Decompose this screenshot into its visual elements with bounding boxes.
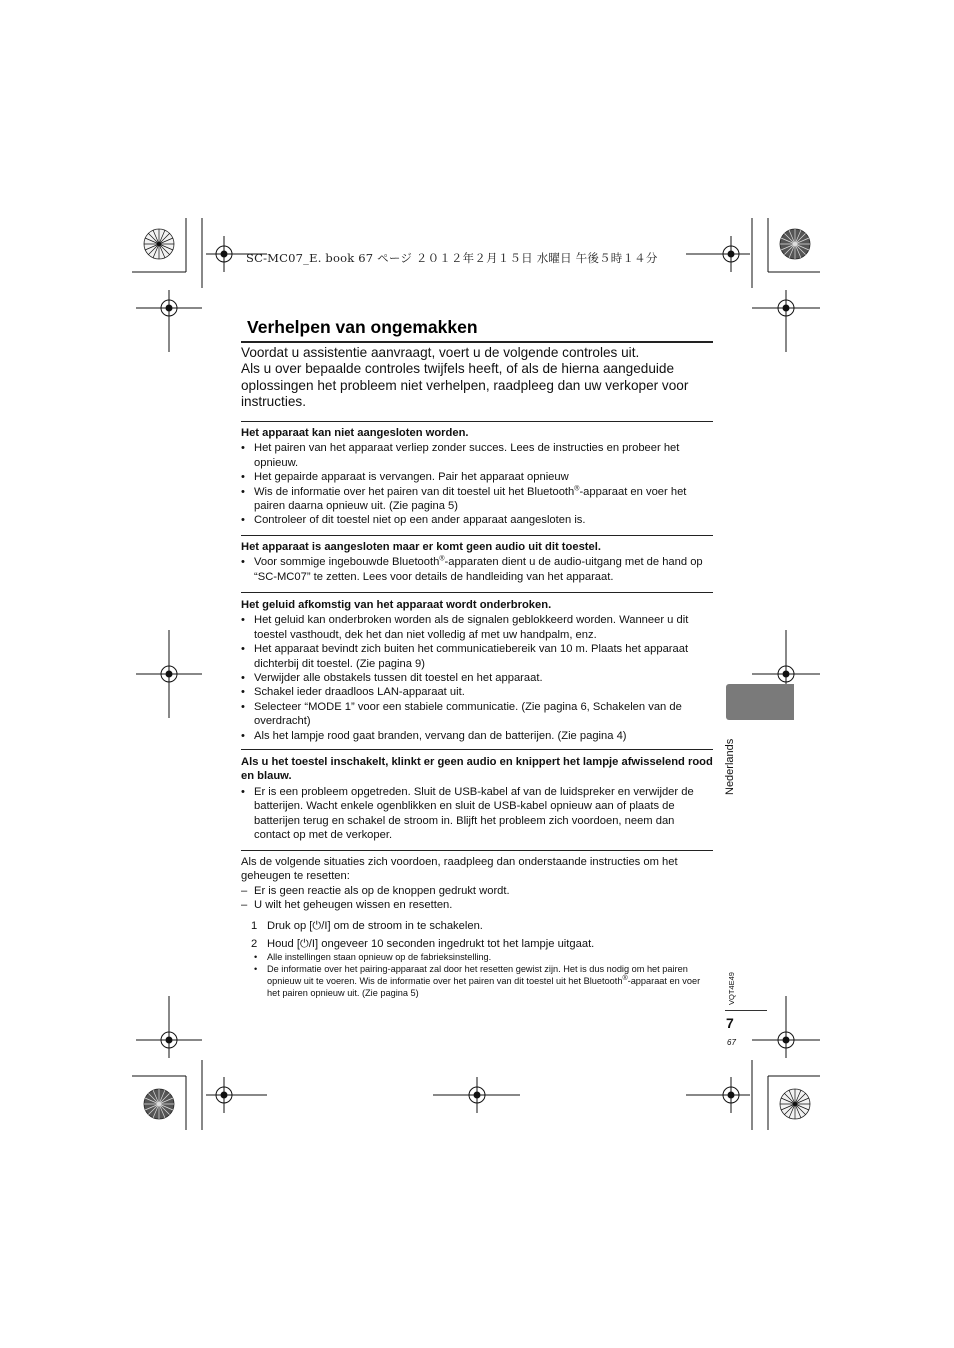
list-item: • Het gepairde apparaat is vervangen. Pair het apparaat opnieuw: [241, 470, 713, 484]
section-heading: Het apparaat is aangesloten maar er komt geen audio uit dit toestel.: [241, 541, 601, 553]
print-header: SC-MC07_E. book 67 ページ ２０１２年２月１５日 水曜日 午後５時１４分: [246, 251, 658, 265]
section-heading: Het apparaat kan niet aangesloten worden.: [241, 427, 469, 439]
list-item: • Wis de informatie over het pairen van dit toestel uit het Bluetooth®-apparaat en voer het pairen daarna opnieuw uit. (Zie pagina 5): [241, 485, 713, 514]
model-code: VQT4E49: [727, 972, 736, 1005]
list-item: • Het geluid kan onderbroken worden als de signalen geblokkeerd worden. Wanneer u dit toestel vasthoudt, dek het dan niet volledig af met uw handpalm, enz.: [241, 613, 713, 642]
intro-line-2: Als u over bepaalde controles twijfels heeft, of als de hierna aangeduide oplossingen het probleem niet verhelpen, raadpleeg dan uw verkoper voor instructies.: [241, 361, 689, 410]
reset-steps: [251, 919, 721, 951]
language-label: Nederlands: [724, 738, 736, 795]
list-item: • Het apparaat bevindt zich buiten het communicatiebereik van 10 m. Plaats het apparaat dichterbij dit toestel. (Zie pagina 9): [241, 642, 713, 671]
section-divider: [241, 749, 713, 750]
reset-condition: – Er is geen reactie als op de knoppen gedrukt wordt.: [241, 884, 713, 898]
note-item: • De informatie over het pairing-apparaat zal door het resetten gewist zijn. Het is dus nodig om het pairen opnieuw uit te voeren. Wis de informatie over het pairen van dit toestel uit het Bluetooth®-apparaat en voer het pairen opnieuw uit. (Zie pagina 5): [254, 963, 714, 999]
book-page-number: 67: [727, 1038, 736, 1047]
section-sound-interrupted: [241, 598, 713, 743]
section-heading: Het geluid afkomstig van het apparaat wordt onderbroken.: [241, 599, 552, 611]
section-divider: [241, 535, 713, 536]
reset-condition: – U wilt het geheugen wissen en resetten.: [241, 898, 713, 912]
section-cannot-connect: [241, 426, 713, 528]
section-heading: Als u het toestel inschakelt, klinkt er geen audio en knippert het lampje afwisselend rood en blauw.: [241, 756, 713, 783]
reset-step: 1 Druk op [⏻/I] om de stroom in te schakelen.: [251, 920, 483, 932]
section-no-audio: [241, 540, 713, 584]
intro-line-1: Voordat u assistentie aanvraagt, voert u de volgende controles uit.: [241, 345, 640, 360]
section-divider: [241, 592, 713, 593]
reset-notes: [254, 951, 714, 999]
intro-text: [241, 345, 719, 411]
section-divider: [241, 421, 713, 422]
reset-section: [241, 855, 713, 913]
sidebar-divider: [725, 1010, 767, 1011]
list-item: • Er is een probleem opgetreden. Sluit de USB-kabel af van de luidspreker en verwijder de batterijen. Wacht enkele ogenblikken en sluit de USB-kabel opnieuw aan of plaats de batterijen terug en schakel de stroom in. Blijft het probleem zich voordoen, neem dan contact op met de verkoper.: [241, 785, 713, 843]
list-item: • Controleer of dit toestel niet op een ander apparaat aangesloten is.: [241, 513, 713, 527]
reset-step: 2 Houd [⏻/I] ongeveer 10 seconden ingedrukt tot het lampje uitgaat.: [251, 938, 595, 950]
list-item: • Voor sommige ingebouwde Bluetooth®-apparaten dient u de audio-uitgang met de hand op “SC-MC07” te zetten. Lees voor details de handleiding van het apparaat.: [241, 555, 713, 584]
list-item: • Verwijder alle obstakels tussen dit toestel en het apparaat.: [241, 671, 713, 685]
section-divider: [241, 850, 713, 851]
reset-intro: Als de volgende situaties zich voordoen, raadpleeg dan onderstaande instructies om het geheugen te resetten:: [241, 856, 678, 883]
page-title: Verhelpen van ongemakken: [247, 317, 478, 337]
list-item: • Selecteer “MODE 1” voor een stabiele communicatie. (Zie pagina 6, Schakelen van de overdracht): [241, 700, 713, 729]
page-number: 7: [726, 1015, 734, 1031]
language-tab: [726, 684, 794, 720]
note-item: • Alle instellingen staan opnieuw op de fabrieksinstelling.: [254, 951, 714, 963]
title-divider: [241, 341, 713, 343]
list-item: • Het pairen van het apparaat verliep zonder succes. Lees de instructies en probeer het opnieuw.: [241, 441, 713, 470]
list-item: • Als het lampje rood gaat branden, vervang dan de batterijen. (Zie pagina 4): [241, 729, 713, 743]
section-blinking-lamp: [241, 755, 713, 842]
list-item: • Schakel ieder draadloos LAN-apparaat uit.: [241, 685, 713, 699]
